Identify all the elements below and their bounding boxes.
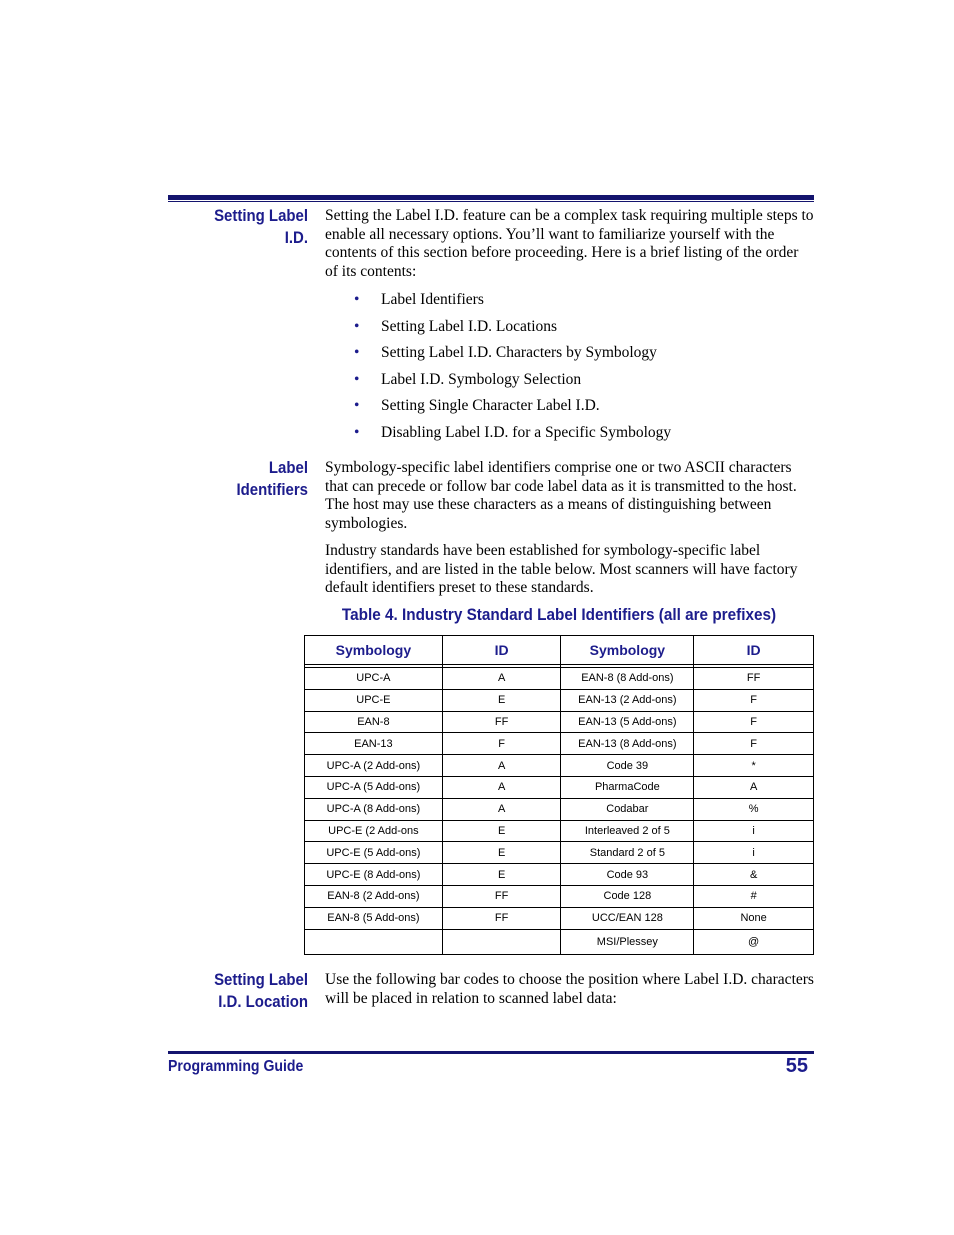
table-cell: UPC-A (8 Add-ons) (305, 798, 443, 820)
table-cell: Code 39 (561, 755, 694, 777)
table-row (305, 711, 814, 733)
top-rule-thin (168, 201, 814, 202)
table-cell: # (694, 885, 814, 907)
table-cell: UPC-E (2 Add-ons (305, 820, 443, 842)
section-heading-setting-label-id (167, 205, 308, 249)
table-row (305, 668, 814, 690)
bullet-icon: • (354, 291, 360, 308)
table-cell: UPC-A (305, 668, 443, 690)
list-item: • Label I.D. Symbology Selection (354, 370, 582, 388)
footer-title: Programming Guide (168, 1058, 304, 1075)
heading-line: Setting Label (214, 970, 308, 989)
table-row (305, 929, 814, 954)
table-cell: FF (442, 885, 561, 907)
table-cell: EAN-13 (8 Add-ons) (561, 733, 694, 755)
table-cell: FF (442, 711, 561, 733)
table-row (305, 864, 814, 886)
list-item: • Setting Single Character Label I.D. (354, 397, 600, 415)
table-cell (305, 929, 443, 954)
footer-rule (168, 1051, 814, 1054)
table-cell: UPC-E (8 Add-ons) (305, 864, 443, 886)
column-header: ID (442, 636, 561, 665)
table-cell: @ (694, 929, 814, 954)
heading-line: I.D. (284, 228, 308, 247)
table-row (305, 689, 814, 711)
column-header: ID (694, 636, 814, 665)
table-cell: A (442, 755, 561, 777)
page-number: 55 (785, 1055, 808, 1077)
table-cell: EAN-13 (2 Add-ons) (561, 689, 694, 711)
table-cell: EAN-8 (2 Add-ons) (305, 885, 443, 907)
table-row (305, 755, 814, 777)
table-cell: Codabar (561, 798, 694, 820)
table-row (305, 733, 814, 755)
table-cell: A (442, 798, 561, 820)
table-cell: UPC-E (305, 689, 443, 711)
table-cell: EAN-8 (8 Add-ons) (561, 668, 694, 690)
table-cell: MSI/Plessey (561, 929, 694, 954)
section3-paragraph: Use the following bar codes to choose the position where Label I.D. characters will be placed in relation to scanned label data: (325, 971, 814, 1007)
table-cell: F (694, 711, 814, 733)
table-cell: FF (442, 907, 561, 929)
bullet-icon: • (354, 370, 360, 388)
section2-paragraph-1: Symbology-specific label identifiers comprise one or two ASCII characters that can precede or follow bar code label data as it is transmitted to the host. The host may use these characters as a means of distinguishing between symbologies. (325, 459, 797, 533)
table-cell: A (442, 668, 561, 690)
table-cell: UPC-E (5 Add-ons) (305, 842, 443, 864)
bullet-icon: • (354, 317, 360, 335)
table-header-row (305, 636, 814, 665)
table-cell: E (442, 864, 561, 886)
column-header: Symbology (561, 636, 694, 665)
table-cell: Code 93 (561, 864, 694, 886)
section-heading-label-identifiers (167, 457, 308, 501)
label-identifiers-table (304, 635, 814, 955)
table-cell: A (694, 776, 814, 798)
table-cell: & (694, 864, 814, 886)
table-cell: Standard 2 of 5 (561, 842, 694, 864)
table-cell: UPC-A (2 Add-ons) (305, 755, 443, 777)
table-cell: F (694, 689, 814, 711)
table-cell: F (442, 733, 561, 755)
table-cell: EAN-13 (305, 733, 443, 755)
table-cell: E (442, 820, 561, 842)
contents-list (354, 290, 671, 450)
section-heading-setting-label-id-location (167, 969, 308, 1013)
table-cell (442, 929, 561, 954)
heading-line: I.D. Location (218, 992, 308, 1011)
list-item: • Setting Label I.D. Characters by Symbology (354, 344, 657, 362)
table-cell: % (694, 798, 814, 820)
table-cell: EAN-13 (5 Add-ons) (561, 711, 694, 733)
table-row (305, 820, 814, 842)
list-item: • Label Identifiers (354, 291, 484, 308)
bullet-icon: • (354, 423, 360, 441)
table-cell: * (694, 755, 814, 777)
table-cell: PharmaCode (561, 776, 694, 798)
heading-line: Identifiers (236, 480, 308, 499)
table-cell: E (442, 842, 561, 864)
table-row (305, 885, 814, 907)
bullet-icon: • (354, 397, 360, 415)
table-cell: Code 128 (561, 885, 694, 907)
table-cell: EAN-8 (305, 711, 443, 733)
table-cell: i (694, 820, 814, 842)
table-cell: i (694, 842, 814, 864)
table-cell: EAN-8 (5 Add-ons) (305, 907, 443, 929)
column-header: Symbology (305, 636, 443, 665)
table-cell: UCC/EAN 128 (561, 907, 694, 929)
heading-line: Label (268, 458, 308, 477)
list-item: • Disabling Label I.D. for a Specific Symbology (354, 423, 672, 441)
table-cell: F (694, 733, 814, 755)
section2-paragraph-2: Industry standards have been established for symbology-specific label identifiers, and are listed in the table below. Most scanners will have factory default identifiers preset to these standards. (325, 542, 798, 597)
section1-paragraph: Setting the Label I.D. feature can be a complex task requiring multiple steps to enable all necessary options. You’ll want to familiarize yourself with the contents of this section before proceeding. Here is a brief listing of the order of its contents: (325, 207, 814, 281)
table-cell: None (694, 907, 814, 929)
table-cell: UPC-A (5 Add-ons) (305, 776, 443, 798)
bullet-icon: • (354, 344, 360, 362)
table-row (305, 798, 814, 820)
table-row (305, 907, 814, 929)
table-cell: A (442, 776, 561, 798)
top-rule (168, 195, 814, 200)
table-cell: Interleaved 2 of 5 (561, 820, 694, 842)
table-row (305, 842, 814, 864)
table-title: Table 4. Industry Standard Label Identifiers (all are prefixes) (341, 605, 777, 624)
list-item: • Setting Label I.D. Locations (354, 317, 558, 335)
table-row (305, 776, 814, 798)
heading-line: Setting Label (214, 206, 308, 225)
table-cell: E (442, 689, 561, 711)
table-cell: FF (694, 668, 814, 690)
